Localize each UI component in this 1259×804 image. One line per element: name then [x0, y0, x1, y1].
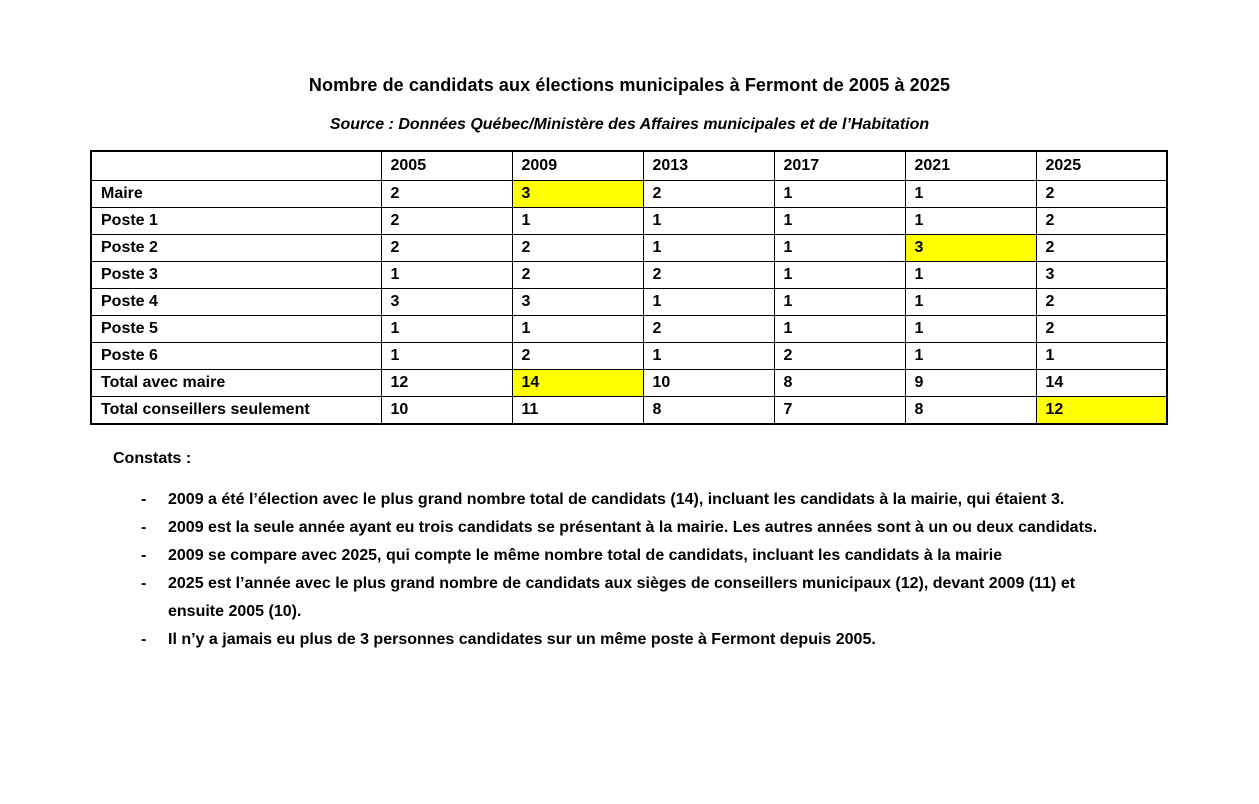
- table-cell: 2: [381, 235, 512, 262]
- table-cell: 11: [512, 397, 643, 425]
- table-cell: 2: [1036, 235, 1167, 262]
- constat-item: [141, 542, 1135, 570]
- table-cell: 1: [774, 289, 905, 316]
- table-corner-cell: [91, 151, 381, 181]
- table-cell: 1: [643, 289, 774, 316]
- table-cell: 2: [1036, 208, 1167, 235]
- table-cell: 10: [643, 370, 774, 397]
- table-cell: 3: [512, 289, 643, 316]
- table-cell: 1: [643, 208, 774, 235]
- table-cell: 2: [1036, 316, 1167, 343]
- constat-item: [141, 626, 1135, 654]
- table-cell: 1: [512, 208, 643, 235]
- table-cell: 2: [381, 181, 512, 208]
- candidates-table: [90, 150, 1168, 425]
- constat-item: [141, 570, 1135, 626]
- table-cell: 1: [905, 181, 1036, 208]
- table-cell: 3: [512, 181, 643, 208]
- table-cell: 1: [1036, 343, 1167, 370]
- constat-text: 2009 est la seule année ayant eu trois candidats se présentant à la mairie. Les autres années sont à un ou deux candidats.: [168, 519, 1098, 536]
- constats-heading: Constats :: [113, 450, 192, 467]
- table-cell: 1: [381, 343, 512, 370]
- row-label: Poste 4: [91, 289, 381, 316]
- table-cell: 2: [1036, 289, 1167, 316]
- row-label: Poste 6: [91, 343, 381, 370]
- year-header-2021: 2021: [905, 151, 1036, 181]
- row-label: Poste 2: [91, 235, 381, 262]
- table-cell: 1: [774, 181, 905, 208]
- table-cell: 8: [905, 397, 1036, 425]
- row-label: Poste 1: [91, 208, 381, 235]
- page-title: Nombre de candidats aux élections municipales à Fermont de 2005 à 2025: [308, 75, 951, 95]
- table-row: [91, 397, 1167, 425]
- table-cell: 2: [512, 235, 643, 262]
- bullet-dash: -: [141, 519, 147, 536]
- table-row: [91, 289, 1167, 316]
- year-header-2017: 2017: [774, 151, 905, 181]
- bullet-dash: -: [141, 547, 147, 564]
- table-cell: 2: [1036, 181, 1167, 208]
- table-cell: 1: [774, 316, 905, 343]
- table-cell: 1: [905, 208, 1036, 235]
- table-cell: 1: [905, 316, 1036, 343]
- row-label: Total avec maire: [91, 370, 381, 397]
- table-cell: 1: [381, 316, 512, 343]
- table-cell: 7: [774, 397, 905, 425]
- table-row: [91, 262, 1167, 289]
- table-cell: 10: [381, 397, 512, 425]
- table-cell: 3: [905, 235, 1036, 262]
- constat-item: [141, 514, 1135, 542]
- bullet-dash: -: [141, 575, 147, 592]
- table-cell: 1: [774, 262, 905, 289]
- table-cell: 1: [381, 262, 512, 289]
- table-cell: 14: [512, 370, 643, 397]
- table-cell: 1: [512, 316, 643, 343]
- row-label: Poste 3: [91, 262, 381, 289]
- table-cell: 2: [512, 343, 643, 370]
- bullet-dash: -: [141, 491, 147, 508]
- table-cell: 2: [643, 316, 774, 343]
- table-row: [91, 181, 1167, 208]
- table-cell: 1: [643, 235, 774, 262]
- table-cell: 8: [774, 370, 905, 397]
- year-header-2013: 2013: [643, 151, 774, 181]
- year-header-2025: 2025: [1036, 151, 1167, 181]
- table-cell: 1: [774, 235, 905, 262]
- source-line: Source : Données Québec/Ministère des Affaires municipales et de l’Habitation: [329, 116, 930, 133]
- table-cell: 12: [381, 370, 512, 397]
- year-header-2009: 2009: [512, 151, 643, 181]
- table-cell: 2: [381, 208, 512, 235]
- table-cell: 2: [512, 262, 643, 289]
- table-cell: 9: [905, 370, 1036, 397]
- table-cell: 1: [643, 343, 774, 370]
- table-row: [91, 316, 1167, 343]
- table-row: [91, 235, 1167, 262]
- table-cell: 2: [643, 181, 774, 208]
- table-cell: 3: [1036, 262, 1167, 289]
- table-header-row: [91, 151, 1167, 181]
- table-body: [91, 181, 1167, 425]
- constat-text: 2009 a été l’élection avec le plus grand nombre total de candidats (14), incluant les candidats à la mairie, qui étaient 3.: [168, 491, 1065, 508]
- table-cell: 14: [1036, 370, 1167, 397]
- bullet-dash: -: [141, 631, 147, 648]
- table-cell: 12: [1036, 397, 1167, 425]
- table-row: [91, 343, 1167, 370]
- constat-text: 2009 se compare avec 2025, qui compte le même nombre total de candidats, incluant les candidats à la mairie: [168, 547, 1003, 564]
- table-cell: 2: [774, 343, 905, 370]
- year-header-2005: 2005: [381, 151, 512, 181]
- table-cell: 1: [905, 289, 1036, 316]
- constat-text: 2025 est l’année avec le plus grand nombre de candidats aux sièges de conseillers municipaux (12), devant 2009 (11) et ensuite 2005 (10).: [168, 575, 1076, 620]
- table-row: [91, 370, 1167, 397]
- constat-text: Il n’y a jamais eu plus de 3 personnes candidates sur un même poste à Fermont depuis 2005.: [168, 631, 876, 648]
- table-cell: 1: [905, 343, 1036, 370]
- table-row: [91, 208, 1167, 235]
- row-label: Poste 5: [91, 316, 381, 343]
- table-cell: 1: [774, 208, 905, 235]
- row-label: Total conseillers seulement: [91, 397, 381, 425]
- constats-list: [141, 486, 1135, 654]
- row-label: Maire: [91, 181, 381, 208]
- table-cell: 1: [905, 262, 1036, 289]
- table-cell: 3: [381, 289, 512, 316]
- table-cell: 2: [643, 262, 774, 289]
- table-cell: 8: [643, 397, 774, 425]
- table-header: [91, 151, 1167, 181]
- constat-item: [141, 486, 1135, 514]
